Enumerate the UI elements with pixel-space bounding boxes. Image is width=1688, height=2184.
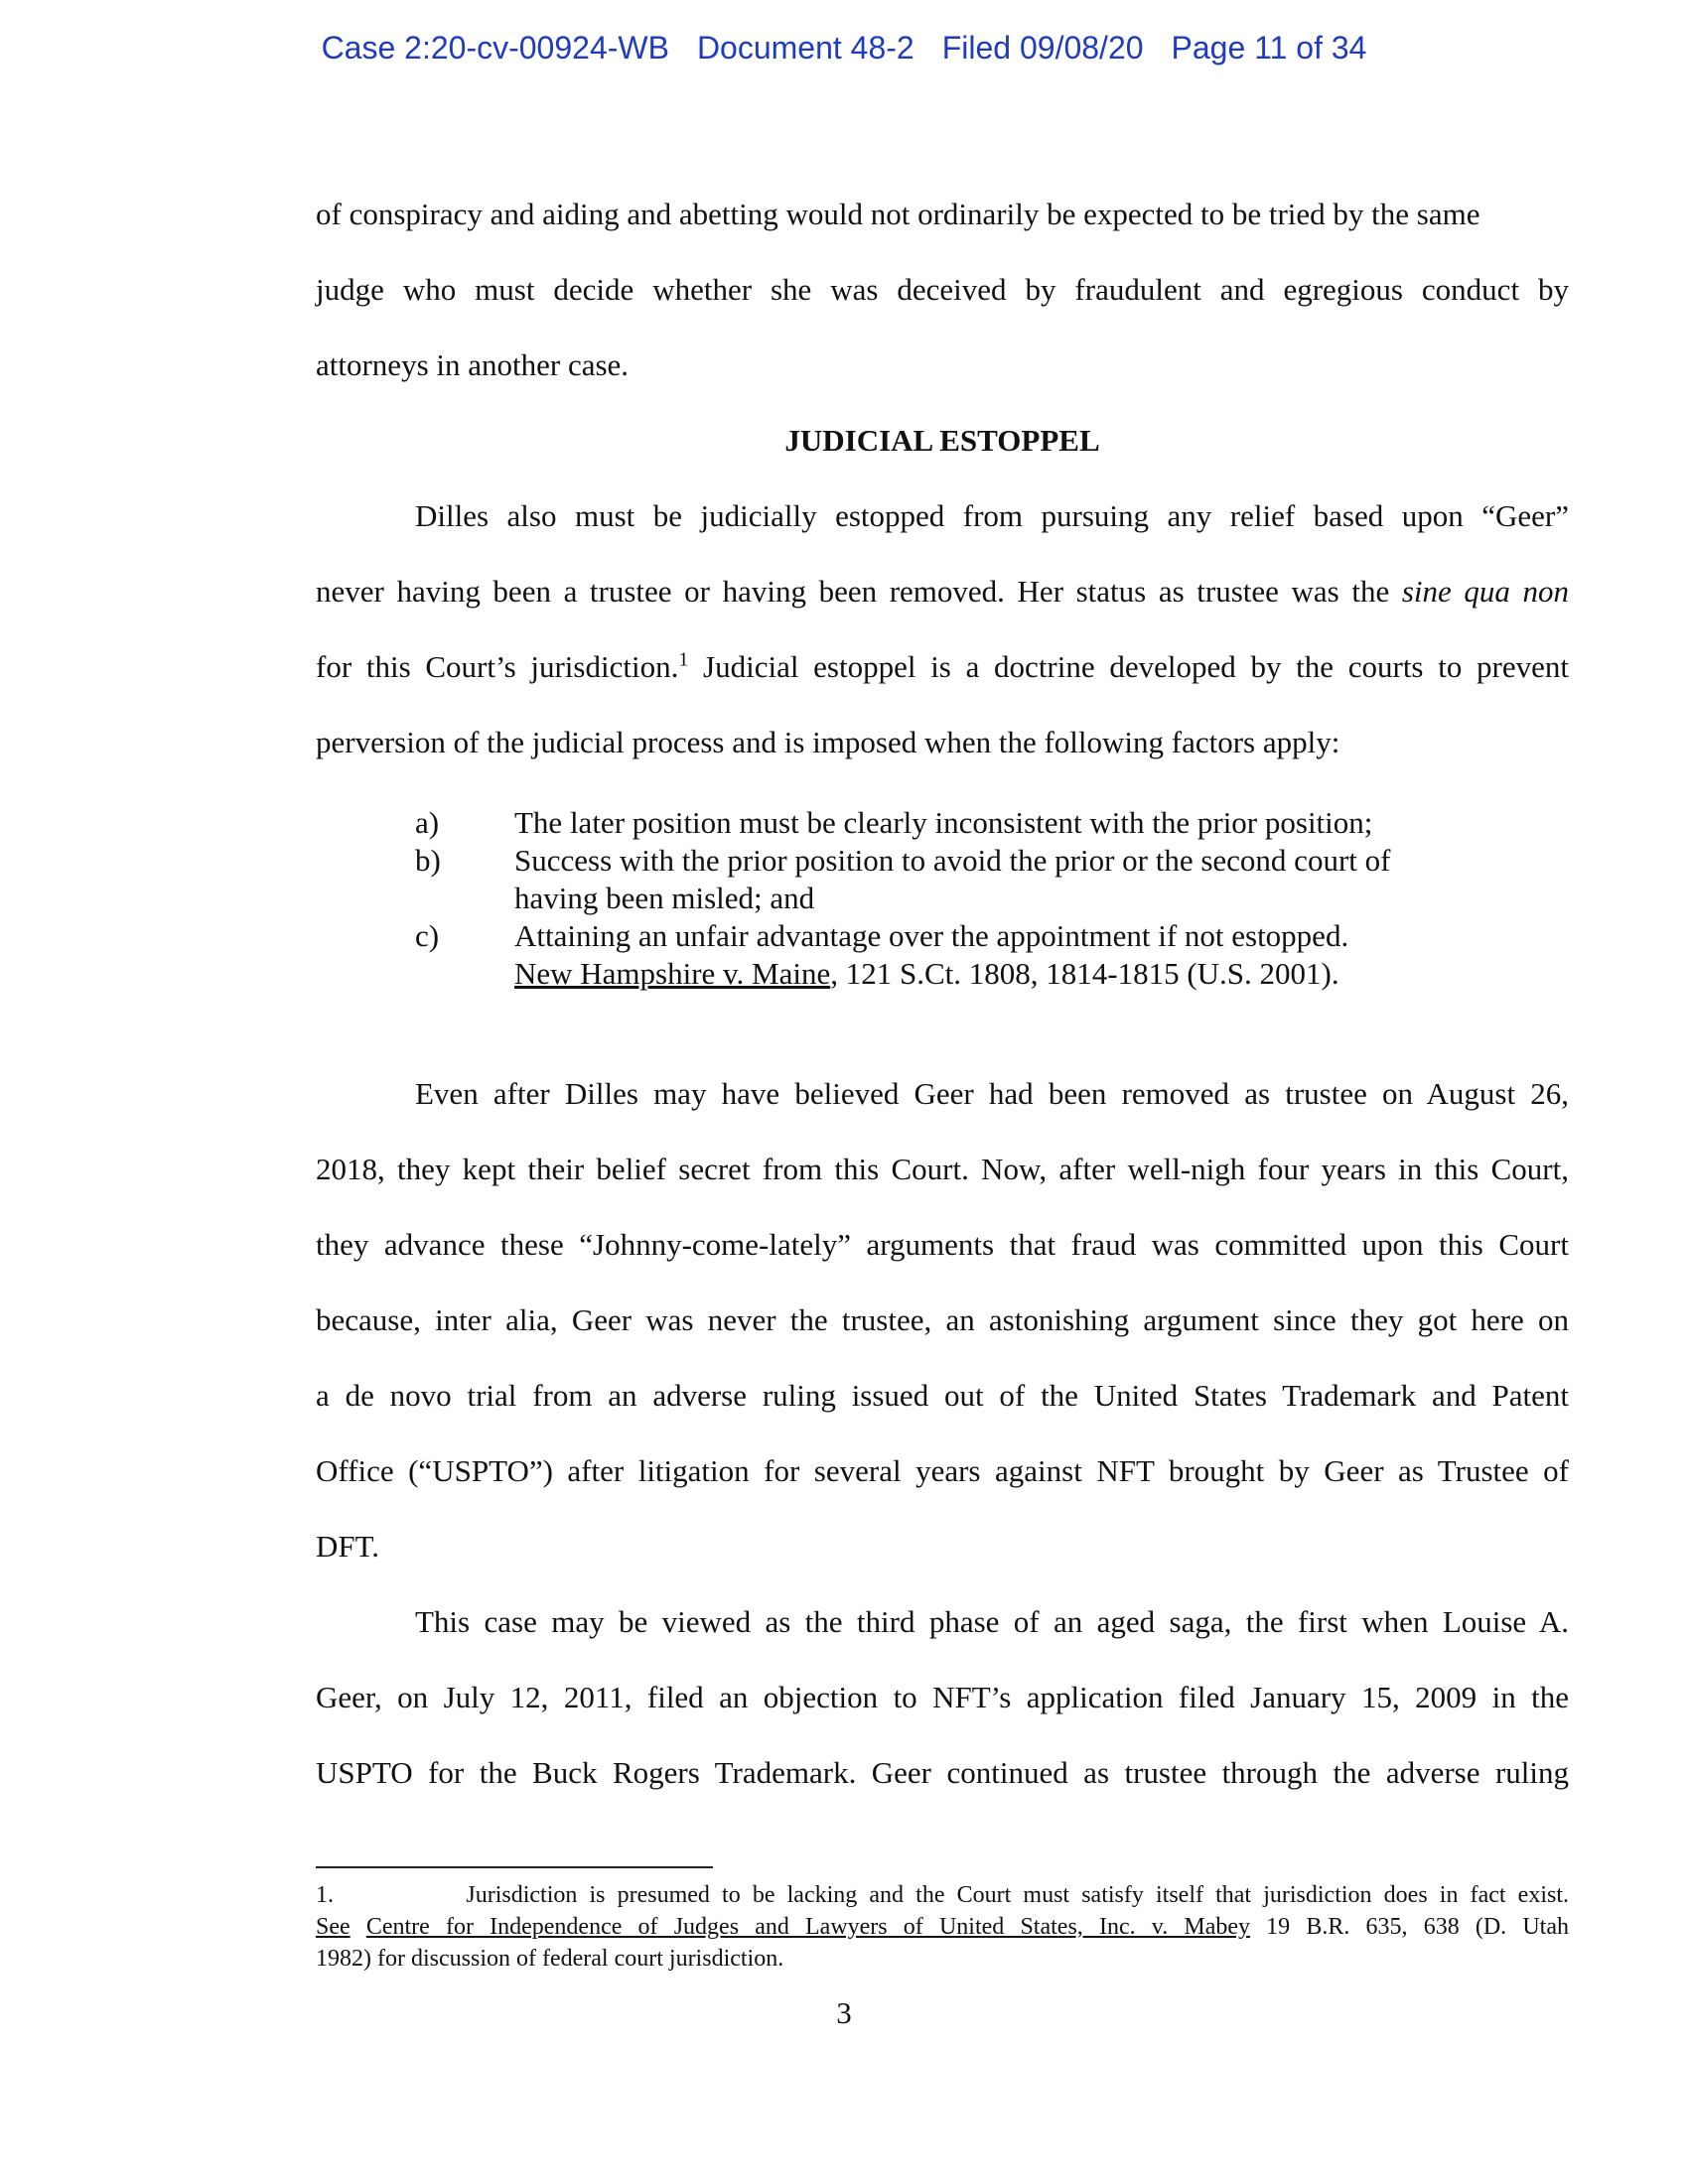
citation: New Hampshire v. Maine, 121 S.Ct. 1808, 1814-1815 (U.S. 2001). — [514, 956, 1339, 991]
list-item: c) Attaining an unfair advantage over the appointment if not estopped. — [415, 918, 1349, 953]
text-line: Office (“USPTO”) after litigation for several years against NFT brought by Geer as Trustee of — [316, 1453, 1569, 1488]
factors-list — [316, 804, 1569, 993]
text-line: of conspiracy and aiding and abetting would not ordinarily be expected to be tried by the same — [316, 197, 1480, 231]
latin-phrase: sine qua non — [1401, 574, 1570, 609]
text-line: never having been a trustee or having been removed. Her status as trustee was the sine qua non — [316, 574, 1570, 609]
list-item: a) The later position must be clearly inconsistent with the prior position; — [415, 805, 1373, 840]
footnote-line: 1. Jurisdiction is presumed to be lacking and the Court must satisfy itself that jurisdiction does in fact exist. — [316, 1882, 1569, 1908]
footnote-number: 1. — [316, 1882, 334, 1908]
footnote-ref: 1 — [678, 648, 689, 671]
text-line: Dilles also must be judicially estopped from pursuing any relief based upon “Geer” — [415, 498, 1569, 533]
footnote-line: See Centre for Independence of Judges and Lawyers of United States, Inc. v. Mabey 19 B.R. 635, 638 (D. Utah — [316, 1914, 1570, 1940]
text-line: for this Court’s jurisdiction.$^1$ Judicial estoppel is a doctrine developed by the courts to prevent — [316, 648, 1569, 684]
paragraph-3 — [316, 1056, 1569, 1811]
paragraph-2 — [316, 478, 1569, 780]
case-number: Case 2:20-cv-00924-WB — [321, 30, 669, 66]
text-line: a de novo trial from an adverse ruling issued out of the United States Trademark and Patent — [316, 1378, 1569, 1413]
filed-date: Filed 09/08/20 — [941, 30, 1144, 66]
list-item: having been misled; and — [514, 881, 815, 915]
text-line: USPTO for the Buck Rogers Trademark. Geer continued as trustee through the adverse ruling — [316, 1755, 1569, 1790]
page-of-pages: Page 11 of 34 — [1171, 30, 1367, 66]
section-heading: JUDICIAL ESTOPPEL — [784, 423, 1100, 458]
text-line: they advance these “Johnny-come-lately” arguments that fraud was committed upon this Court — [316, 1227, 1569, 1262]
text-line: Geer, on July 12, 2011, filed an objection to NFT’s application filed January 15, 2009 in the — [316, 1680, 1569, 1714]
case-name: Centre for Independence of Judges and Lawyers of United States, Inc. v. Mabey — [365, 1914, 1251, 1940]
footnote-line: 1982) for discussion of federal court jurisdiction. — [316, 1946, 784, 1972]
page-number: 3 — [836, 1995, 852, 2030]
text-line: judge who must decide whether she was deceived by fraudulent and egregious conduct by — [316, 272, 1569, 307]
text-line: Even after Dilles may have believed Geer had been removed as trustee on August 26, — [415, 1076, 1569, 1111]
document-number: Document 48-2 — [696, 30, 914, 66]
text-line: because, inter alia, Geer was never the trustee, an astonishing argument since they got here on — [316, 1302, 1569, 1337]
text-line: perversion of the judicial process and is imposed when the following factors apply: — [316, 725, 1340, 759]
text-line: attorneys in another case. — [316, 347, 630, 382]
text-line: DFT. — [316, 1529, 380, 1564]
footnote — [316, 1879, 1569, 1975]
list-item: b) Success with the prior position to avoid the prior or the second court of — [415, 843, 1391, 878]
paragraph-1 — [316, 177, 1569, 478]
filing-header — [0, 30, 1688, 67]
text-line: 2018, they kept their belief secret from this Court. Now, after well-nigh four years in this Court, — [316, 1152, 1569, 1186]
text-line: This case may be viewed as the third phase of an aged saga, the first when Louise A. — [415, 1604, 1569, 1639]
footnote-divider — [316, 1866, 713, 1868]
case-name: New Hampshire v. Maine — [514, 956, 831, 991]
